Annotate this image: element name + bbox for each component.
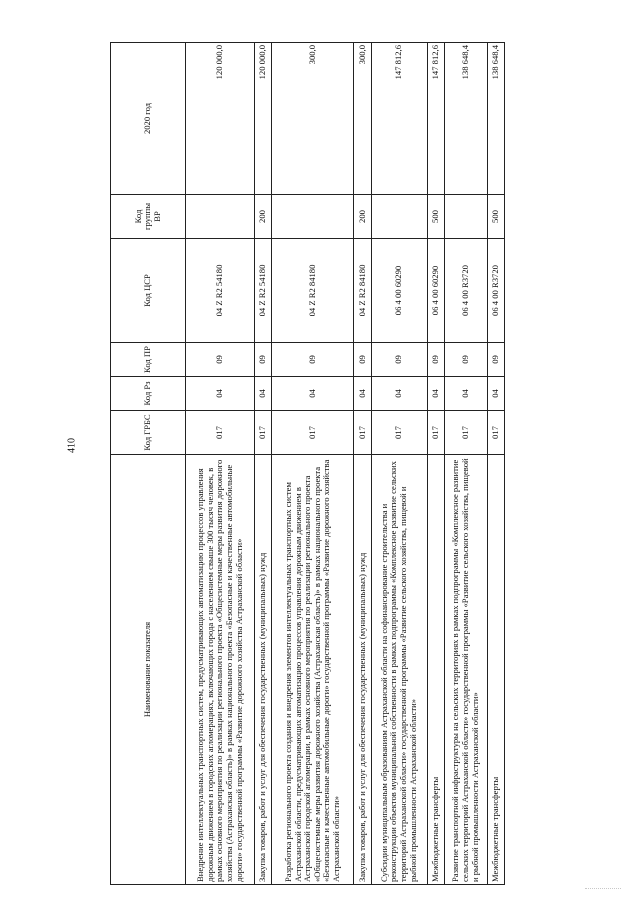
cell-grbs: 017 xyxy=(255,411,272,455)
header-name: Наименование показателя xyxy=(111,455,186,885)
cell-csr: 04 Z R2 84180 xyxy=(272,239,354,343)
cell-pr: 09 xyxy=(354,343,371,377)
budget-table xyxy=(110,42,505,885)
cell-pr: 09 xyxy=(427,343,444,377)
cell-grbs: 017 xyxy=(354,411,371,455)
table-row xyxy=(255,43,272,885)
cell-vr: 200 xyxy=(255,195,272,239)
header-sum: 2020 год xyxy=(111,43,186,195)
cell-vr: 500 xyxy=(487,195,504,239)
table-row xyxy=(427,43,444,885)
cell-vr: 500 xyxy=(427,195,444,239)
table-row xyxy=(186,43,255,885)
cell-pr: 09 xyxy=(444,343,487,377)
cell-csr: 06 4 00 R3720 xyxy=(444,239,487,343)
header-rz: Код Рз xyxy=(111,377,186,411)
cell-rz: 04 xyxy=(487,377,504,411)
cell-sum: 300,0 xyxy=(272,43,354,195)
cell-pr: 09 xyxy=(186,343,255,377)
cell-name: Разработка регионального проекта создания и внедрения элементов интеллектуальных транспортных систем Астраханской области, предусматривающих автоматизацию процессов управления дорожным движением в Астраханской городской агломерации, в рамках основного мероприятия по реализации регионального проекта «Общесистемные меры развития дорожного хозяйства (Астраханская область)» в рамках национального проекта «Безопасные и качественные автомобильные дороги» государственной программы «Развитие дорожного хозяйства Астраханской области» xyxy=(272,455,354,885)
cell-grbs: 017 xyxy=(487,411,504,455)
cell-grbs: 017 xyxy=(444,411,487,455)
cell-grbs: 017 xyxy=(186,411,255,455)
cell-name: Закупка товаров, работ и услуг для обеспечения государственных (муниципальных) нужд xyxy=(354,455,371,885)
cell-name: Развитие транспортной инфраструктуры на сельских территориях в рамках подпрограммы «Комплексное развитие сельских территорий Астраханской области» государственной программы «Развитие сельского хозяйства, пищевой и рыбной промышленности Астраханской области» xyxy=(444,455,487,885)
cell-sum: 147 812,6 xyxy=(427,43,444,195)
cell-grbs: 017 xyxy=(371,411,427,455)
cell-name: Межбюджетные трансферты xyxy=(427,455,444,885)
cell-rz: 04 xyxy=(427,377,444,411)
header-csr: Код ЦСР xyxy=(111,239,186,343)
cell-csr: 06 4 00 R3720 xyxy=(487,239,504,343)
cell-csr: 04 Z R2 54180 xyxy=(186,239,255,343)
cell-rz: 04 xyxy=(444,377,487,411)
cell-sum: 138 648,4 xyxy=(444,43,487,195)
header-vr: Код группы ВР xyxy=(111,195,186,239)
cell-vr xyxy=(444,195,487,239)
cell-sum: 300,0 xyxy=(354,43,371,195)
cell-sum: 138 648,4 xyxy=(487,43,504,195)
cell-pr: 09 xyxy=(371,343,427,377)
cell-vr xyxy=(371,195,427,239)
cell-pr: 09 xyxy=(272,343,354,377)
cell-rz: 04 xyxy=(272,377,354,411)
cell-sum: 120 000,0 xyxy=(255,43,272,195)
table-header-row xyxy=(111,43,186,885)
cell-name: Субсидии муниципальным образованиям Астраханской области на софинансирование строительства и реконструкции объектов муниципальной собственности в рамках подпрограммы «Комплексное развитие сельских территорий Астраханской области» государственной программы «Развитие сельского хозяйства, пищевой и рыбной промышленности Астраханской области» xyxy=(371,455,427,885)
cell-csr: 04 Z R2 54180 xyxy=(255,239,272,343)
cell-vr xyxy=(186,195,255,239)
table-row xyxy=(444,43,487,885)
page-number: 410 xyxy=(66,438,78,453)
table-row xyxy=(272,43,354,885)
cell-name: Внедрение интеллектуальных транспортных систем, предусматривающих автоматизацию процессов управления дорожным движением в городских агломерациях, включающих города с населением свыше 300 тысяч человек, в рамках основного мероприятия по реализации регионального проекта «Общесистемные меры развития дорожного хозяйства (Астраханская область)» в рамках национального проекта «Безопасные и качественные автомобильные дороги» государственной программы «Развитие дорожного хозяйства Астраханской области» xyxy=(186,455,255,885)
cell-rz: 04 xyxy=(186,377,255,411)
cell-vr xyxy=(272,195,354,239)
table-row xyxy=(487,43,504,885)
cell-pr: 09 xyxy=(487,343,504,377)
cell-sum: 120 000,0 xyxy=(186,43,255,195)
table-row xyxy=(371,43,427,885)
cell-csr: 06 4 00 60290 xyxy=(427,239,444,343)
cell-grbs: 017 xyxy=(427,411,444,455)
cell-rz: 04 xyxy=(255,377,272,411)
cell-name: Межбюджетные трансферты xyxy=(487,455,504,885)
scan-artifact xyxy=(585,888,621,892)
cell-rz: 04 xyxy=(354,377,371,411)
cell-vr: 200 xyxy=(354,195,371,239)
cell-name: Закупка товаров, работ и услуг для обеспечения государственных (муниципальных) нужд xyxy=(255,455,272,885)
cell-pr: 09 xyxy=(255,343,272,377)
budget-table-rotated xyxy=(110,43,505,885)
cell-csr: 04 Z R2 84180 xyxy=(354,239,371,343)
header-grbs: Код ГРБС xyxy=(111,411,186,455)
header-pr: Код ПР xyxy=(111,343,186,377)
cell-sum: 147 812,6 xyxy=(371,43,427,195)
table-row xyxy=(354,43,371,885)
cell-grbs: 017 xyxy=(272,411,354,455)
cell-csr: 06 4 00 60290 xyxy=(371,239,427,343)
cell-rz: 04 xyxy=(371,377,427,411)
